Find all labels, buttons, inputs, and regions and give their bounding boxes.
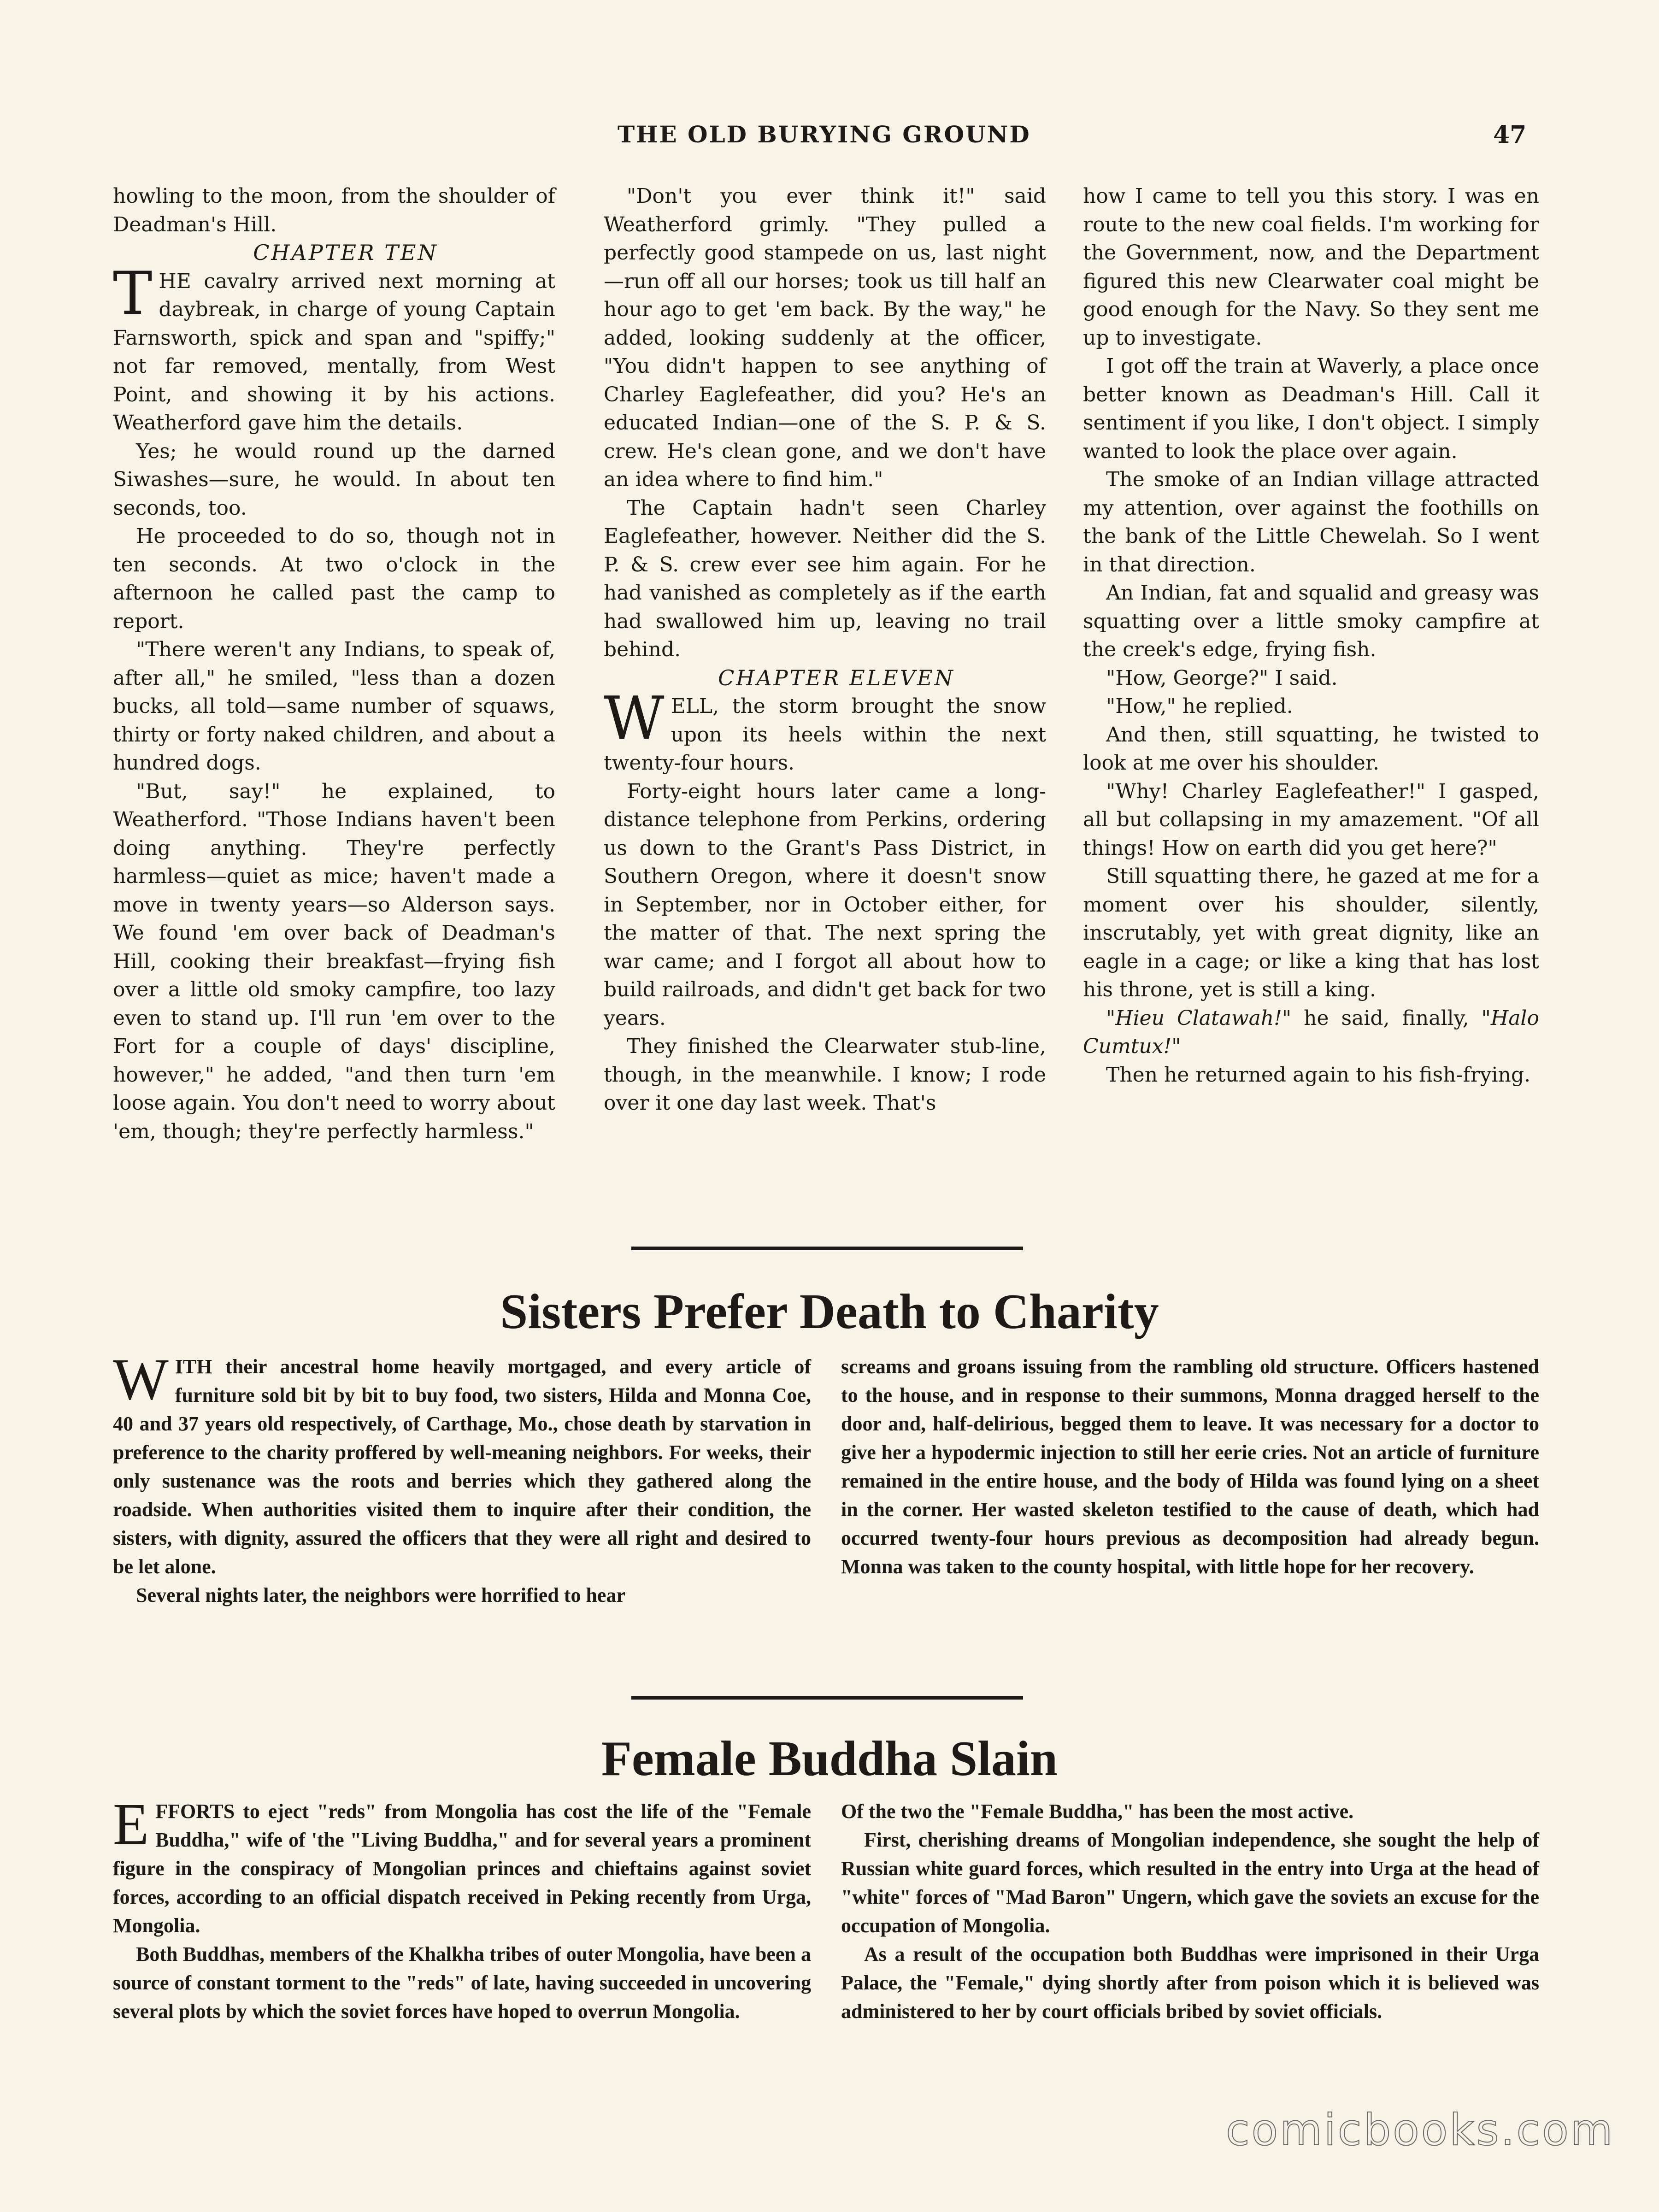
paragraph-text: ELL, the storm brought the snow upon its heels within the next twenty-four hours. [604, 694, 1046, 775]
paragraph-text: HE cavalry arrived next morning at daybreak, in charge of young Captain Farnsworth, spick and span and "spiffy;" not far removed, mentally, from West Point, and showing it by his actions. Weatherford gave him the details. [113, 269, 555, 435]
paragraph: Forty-eight hours later came a long-distance telephone from Perkins, ordering us down to the Grant's Pass District, in Southern Oregon, where it doesn't snow in September, nor in October either, for the matter of that. The next spring the war came; and I forgot all about how to build railroads, and didn't get back for two years. [604, 779, 1046, 1030]
paragraph: The smoke of an Indian village attracted my attention, over against the foothills on the bank of the Little Chewelah. So I went in that direction. [1083, 468, 1539, 577]
paragraph: Of the two the "Female Buddha," has been the most active. [841, 1800, 1354, 1823]
sisters-left-column [113, 1347, 811, 1610]
paragraph: He proceeded to do so, though not in ten seconds. At two o'clock in the afternoon he called past the camp to report. [113, 524, 555, 633]
story-old-burying-ground [113, 182, 1539, 1224]
paragraph-text: ITH their ancestral home heavily mortgaged, and every article of furniture sold bit by bit to buy food, two sisters, Hilda and Monna Coe, 40 and 37 years old respectively, of Carthage, Mo., chose death by starvation in preference to the charity proffered by well-meaning neighbors. For weeks, their only sustenance was the roots and berries which they gathered along the roadside. When authorities visited them to inquire after their condition, the sisters, with dignity, assured the officers that they were all right and desired to be let alone. [113, 1355, 811, 1578]
paragraph: Yes; he would round up the darned Siwashes—sure, he would. In about ten seconds, too. [113, 439, 555, 520]
headline-buddha: Female Buddha Slain [601, 1731, 1058, 1786]
chinook-phrase: "Halo Cumtux!" [1083, 1006, 1539, 1058]
paragraph: Then he returned again to his fish-frying. [1106, 1063, 1531, 1087]
paragraph: how I came to tell you this story. I was en route to the new coal fields. I'm working for the Government, now, and the Department figured this new Clearwater coal might be good enough for the Navy. So they sent me up to investigate. [1083, 184, 1539, 350]
paragraph: Still squatting there, he gazed at me for a moment over his shoulder, silently, inscrutably, yet with great dignity, like an eagle in a cage; or like a king that has lost his throne, yet is still a king. [1083, 865, 1539, 1001]
column-3 [1083, 182, 1539, 1089]
headline-sisters: Sisters Prefer Death to Charity [500, 1284, 1159, 1339]
paragraph: "But, say!" he explained, to Weatherford. "Those Indians haven't been doing anything. They're perfectly harmless—quiet as mice; haven't made a move in twenty years—so Alderson says. We found 'em over back of Deadman's Hill, cooking their breakfast—frying fish over a little old smoky campfire, too lazy even to stand up. I'll run 'em over to the Fort for a couple of days' discipline, however," he added, "and then turn 'em loose again. You don't need to worry about 'em, though; they're perfectly harmless." [113, 779, 555, 1143]
paragraph: "There weren't any Indians, to speak of, after all," he smiled, "less than a dozen bucks, all told—same number of squaws, thirty or forty naked children, and about a hundred dogs. [113, 638, 555, 775]
paragraph [113, 1347, 811, 1581]
drop-cap: E [113, 1791, 149, 1857]
column-2 [604, 182, 1046, 1118]
paragraph: "How," he replied. [1106, 694, 1293, 718]
paragraph: As a result of the occupation both Buddhas were imprisoned in their Urga Palace, the "Female," dying shortly after from poison which it is believed was administered to her by court officials bribed by soviet officials. [841, 1943, 1539, 2023]
sisters-right-column [841, 1353, 1539, 1581]
paragraph: Several nights later, the neighbors were horrified to hear [136, 1584, 625, 1606]
paragraph: They finished the Clearwater stub-line, though, in the meanwhile. I know; I rode over it one day last week. That's [604, 1035, 1046, 1115]
paragraph: howling to the moon, from the shoulder of Deadman's Hill. [113, 184, 555, 236]
paragraph: First, cherishing dreams of Mongolian independence, she sought the help of Russian white guard forces, which resulted in the entry into Urga at the head of "white" forces of "Mad Baron" Ungern, which gave the soviets an excuse for the occupation of Mongolia. [841, 1829, 1539, 1937]
drop-cap: W [604, 684, 665, 753]
running-head-title: THE OLD BURYING GROUND [618, 121, 1031, 148]
paragraph: screams and groans issuing from the rambling old structure. Officers hastened to the house, and in response to their summons, Monna dragged herself to the door and, half-delirious, begged them to leave. It was necessary for a doctor to give her a hypodermic injection to still her eerie cries. Not an article of furniture remained in the entire house, and the body of Hilda was found lying on a sheet in the corner. Her wasted skeleton testified to the cause of death, which had occurred twenty-four hours previous as decomposition had already begun. Monna was taken to the county hospital, with little hope for her recovery. [841, 1355, 1539, 1578]
paragraph: "Why! Charley Eaglefeather!" I gasped, all but collapsing in my amazement. "Of all things! How on earth did you get here?" [1083, 779, 1539, 860]
drop-cap: W [113, 1347, 169, 1412]
running-head [0, 121, 1659, 158]
paragraph [113, 259, 555, 437]
paragraph: "How, George?" I said. [1106, 666, 1338, 690]
paragraph: "Don't you ever think it!" said Weatherford grimly. "They pulled a perfectly good stampede on us, last night—run off all our horses; took us till half an hour ago to get 'em back. By the way," he added, looking suddenly at the officer, "You didn't happen to see anything of Charley Eaglefeather, did you? He's an educated Indian—one of the S. P. & S. crew. He's clean gone, and we don't have an idea where to find him." [604, 184, 1046, 491]
watermark-logo: comicbooks.com [1226, 2105, 1615, 2155]
paragraph-text: he said, finally, [1291, 1006, 1482, 1030]
paragraph [1083, 1004, 1539, 1061]
chapter-heading: CHAPTER TEN [253, 240, 438, 265]
paragraph: I got off the train at Waverly, a place once better known as Deadman's Hill. Call it sentiment if you like, I don't object. I simply wanted to look the place over again. [1083, 354, 1539, 463]
paragraph [604, 684, 1046, 777]
paragraph: An Indian, fat and squalid and greasy was squatting over a little smoky campfire at the creek's edge, frying fish. [1083, 581, 1539, 661]
column-1 [113, 182, 555, 1146]
paragraph: And then, still squatting, he twisted to look at me over his shoulder. [1083, 723, 1539, 775]
page-number: 47 [1493, 121, 1527, 149]
paragraph: The Captain hadn't seen Charley Eaglefeather, however. Neither did the S. P. & S. crew ever see him again. For he had vanished as completely as if the earth had swallowed him up, leaving no trail behind. [604, 496, 1046, 661]
paragraph [113, 1791, 811, 1940]
paragraph: Both Buddhas, members of the Khalkha tribes of outer Mongolia, have been a source of constant torment to the "reds" of late, having succeeded in uncovering several plots by which the soviet forces have hoped to overrun Mongolia. [113, 1943, 811, 2023]
buddha-left-column [113, 1791, 811, 2026]
section-divider [631, 1247, 1023, 1250]
buddha-right-column [841, 1797, 1539, 2026]
chinook-phrase: "Hieu Clatawah!" [1106, 1006, 1292, 1030]
chapter-heading: CHAPTER ELEVEN [718, 665, 955, 690]
paragraph-text: FFORTS to eject "reds" from Mongolia has cost the life of the "Female Buddha," wife of 'the "Living Buddha," and for several years a prominent figure in the conspiracy of Mongolian princes and chieftains against soviet forces, according to an official dispatch received in Peking recently from Urga, Mongolia. [113, 1800, 811, 1937]
section-divider [631, 1696, 1023, 1700]
drop-cap: T [113, 259, 153, 328]
